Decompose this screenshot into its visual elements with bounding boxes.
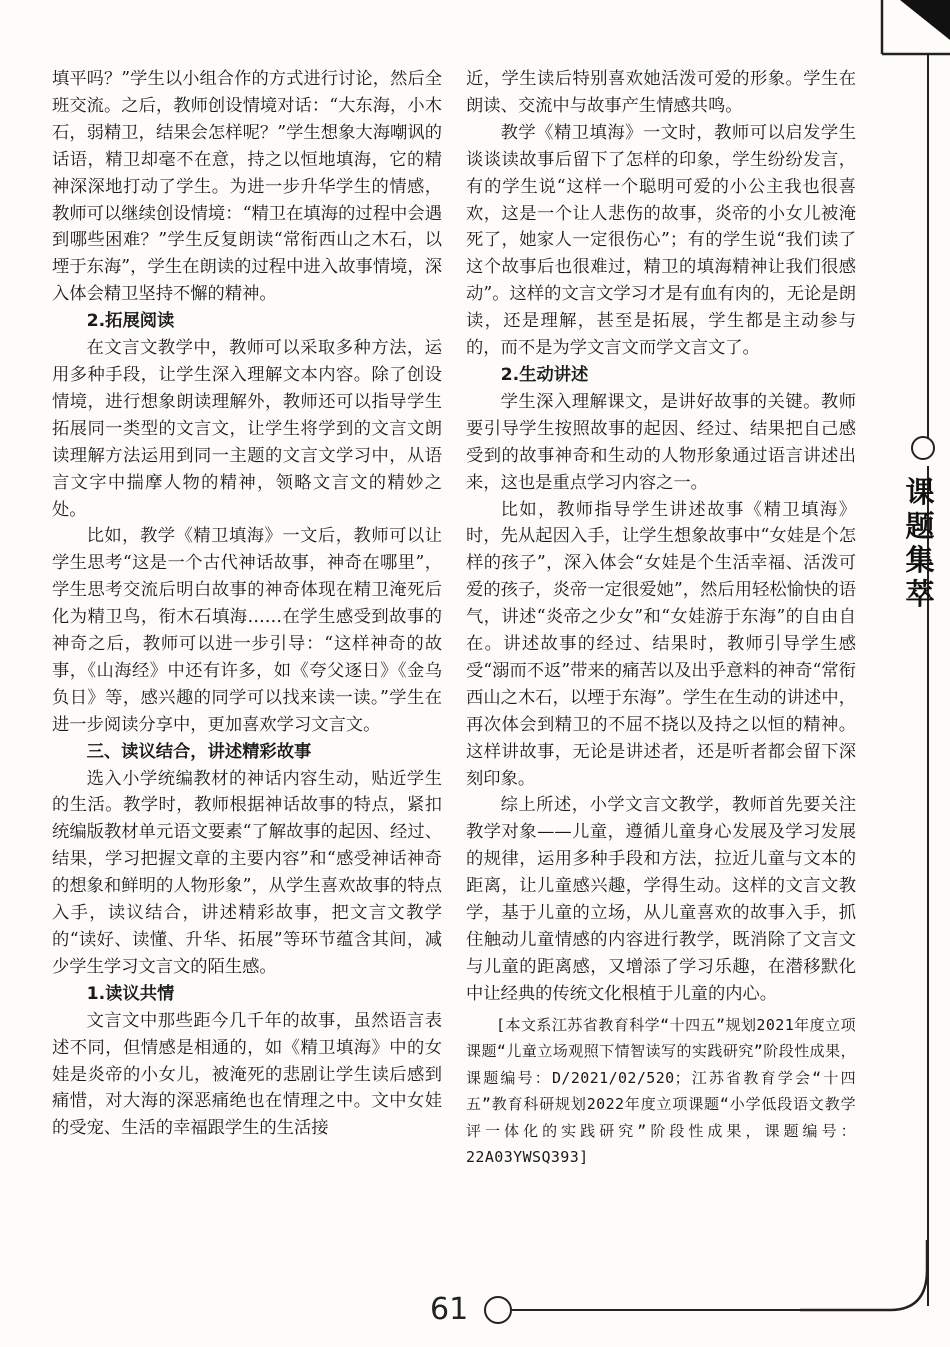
section-label-char: 课 [905, 475, 935, 509]
footer-circle-ornament [484, 1296, 512, 1324]
paragraph: 比如，教学《精卫填海》一文后，教师可以让学生思考“这是一个古代神话故事，神奇在哪里”，学生思考交流后明白故事的神奇体现在精卫淹死后化为精卫鸟，衔木石填海……在学生感受到故事的神奇之后，教师可以进一步引导：“这样神奇的故事，《山海经》中还有许多，如《夸父逐日》《金乌负日》等，感兴趣的同学可以找来读一读。”学生在进一步阅读分享中，更加喜欢学习文言文。 [52, 526, 442, 735]
section-heading: 三、读议结合，讲述精彩故事 [86, 741, 312, 762]
paragraph: 教学《精卫填海》一文时，教师可以启发学生谈谈读故事后留下了怎样的印象，学生纷纷发言，有的学生说“这样一个聪明可爱的小公主我也很喜欢，这是一个让人悲伤的故事，炎帝的小女儿被淹死了，她家人一定很伤心”；有的学生说“我们读了这个故事后也很难过，精卫的填海精神让我们很感动”。这样的文言文学习才是有血有肉的，无论是朗读，还是理解，甚至是拓展，学生都是主动参与的，而不是为学文言文而学文言文了。 [466, 122, 856, 359]
left-column [52, 66, 442, 1142]
paragraph: 比如，教师指导学生讲述故事《精卫填海》时，先从起因入手，让学生想象故事中“女娃是个怎样的孩子”，深入体会“女娃是个生活幸福、活泼可爱的孩子，炎帝一定很爱她”，然后用轻松愉快的语气，讲述“炎帝之少女”和“女娃游于东海”的自由自在。讲述故事的经过、结果时，教师引导学生感受“溺而不返”带来的痛苦以及出乎意料的神奇“常衔西山之木石，以堙于东海”。学生在生动的讲述中，再次体会到精卫的不屈不挠以及持之以恒的精神。这样讲故事，无论是讲述者，还是听者都会留下深刻印象。 [466, 499, 856, 789]
section-label [903, 475, 937, 611]
paragraph: 选入小学统编教材的神话内容生动，贴近学生的生活。教学时，教师根据神话故事的特点，紧扣统编版教材单元语文要素“了解故事的起因、经过、结果，学习把握文章的主要内容”和“感受神话神奇的想象和鲜明的人物形象”，从学生喜欢故事的特点入手，读议结合，讲述精彩故事，把文言文教学的“读好、读懂、升华、拓展”等环节蕴含其间，减少学生学习文言文的陌生感。 [52, 768, 442, 977]
section-label-char: 萃 [905, 577, 935, 611]
right-column [466, 66, 856, 1171]
side-rule [927, 54, 929, 444]
footer-curve-ornament [800, 1240, 950, 1320]
funding-note: [本文系江苏省教育科学“十四五”规划2021年度立项课题“儿童立场观照下情智读写的实践研究”阶段性成果，课题编号：D/2021/02/520；江苏省教育学会“十四五”教育科研规划2022年度立项课题“小学低段语文教学评一体化的实践研究”阶段性成果，课题编号：22A03YWSQ393] [466, 1015, 856, 1167]
paragraph: 近，学生读后特别喜欢她活泼可爱的形象。学生在朗读、交流中与故事产生情感共鸣。 [466, 69, 856, 116]
subheading-reading-empathy: 1.读议共情 [86, 983, 175, 1004]
paragraph: 文言文中那些距今几千年的故事，虽然语言表述不同，但情感是相通的，如《精卫填海》中的女娃是炎帝的小女儿，被淹死的悲剧让学生读后感到痛惜，对大海的深恶痛绝也在情理之中。文中女娃的受宠、生活的幸福跟学生的生活接 [52, 1010, 442, 1139]
side-circle-ornament [911, 436, 935, 460]
section-label-char: 集 [905, 543, 935, 577]
paragraph: 在文言文教学中，教师可以采取多种方法，运用多种手段，让学生深入理解文本内容。除了创设情境，进行想象朗读理解外，教师还可以指导学生拓展同一类型的文言文，让学生将学到的文言文朗读理解方法运用到同一主题的文言文学习中，从语言文字中揣摩人物的精神，领略文言文的精妙之处。 [52, 338, 442, 520]
paragraph: 综上所述，小学文言文教学，教师首先要关注教学对象——儿童，遵循儿童身心发展及学习发展的规律，运用多种手段和方法，拉近儿童与文本的距离，让儿童感兴趣，学得生动。这样的文言文教学，基于儿童的立场，从儿童喜欢的故事入手，抓住触动儿童情感的内容进行教学，既消除了文言文与儿童的距离感，又增添了学习乐趣，在潜移默化中让经典的传统文化根植于儿童的内心。 [466, 795, 856, 1004]
page-number: 61 [430, 1292, 469, 1327]
paragraph: 填平吗？”学生以小组合作的方式进行讨论，然后全班交流。之后，教师创设情境对话：“大东海，小木石，弱精卫，结果会怎样呢？”学生想象大海嘲讽的话语，精卫却毫不在意，持之以恒地填海，它的精神深深地打动了学生。为进一步升华学生的情感，教师可以继续创设情境：“精卫在填海的过程中会遇到哪些困难？”学生反复朗读“常衔西山之木石，以堙于东海”，学生在朗读的过程中进入故事情境，深入体会精卫坚持不懈的精神。 [52, 69, 442, 305]
paragraph: 学生深入理解课文，是讲好故事的关键。教师要引导学生按照故事的起因、经过、结果把自己感受到的故事神奇和生动的人物形象通过语言讲述出来，这也是重点学习内容之一。 [466, 391, 856, 493]
subheading-extended-reading: 2.拓展阅读 [86, 311, 175, 332]
subheading-vivid-narration: 2.生动讲述 [500, 364, 589, 385]
section-label-char: 题 [905, 509, 935, 543]
footer-rule [512, 1309, 812, 1311]
